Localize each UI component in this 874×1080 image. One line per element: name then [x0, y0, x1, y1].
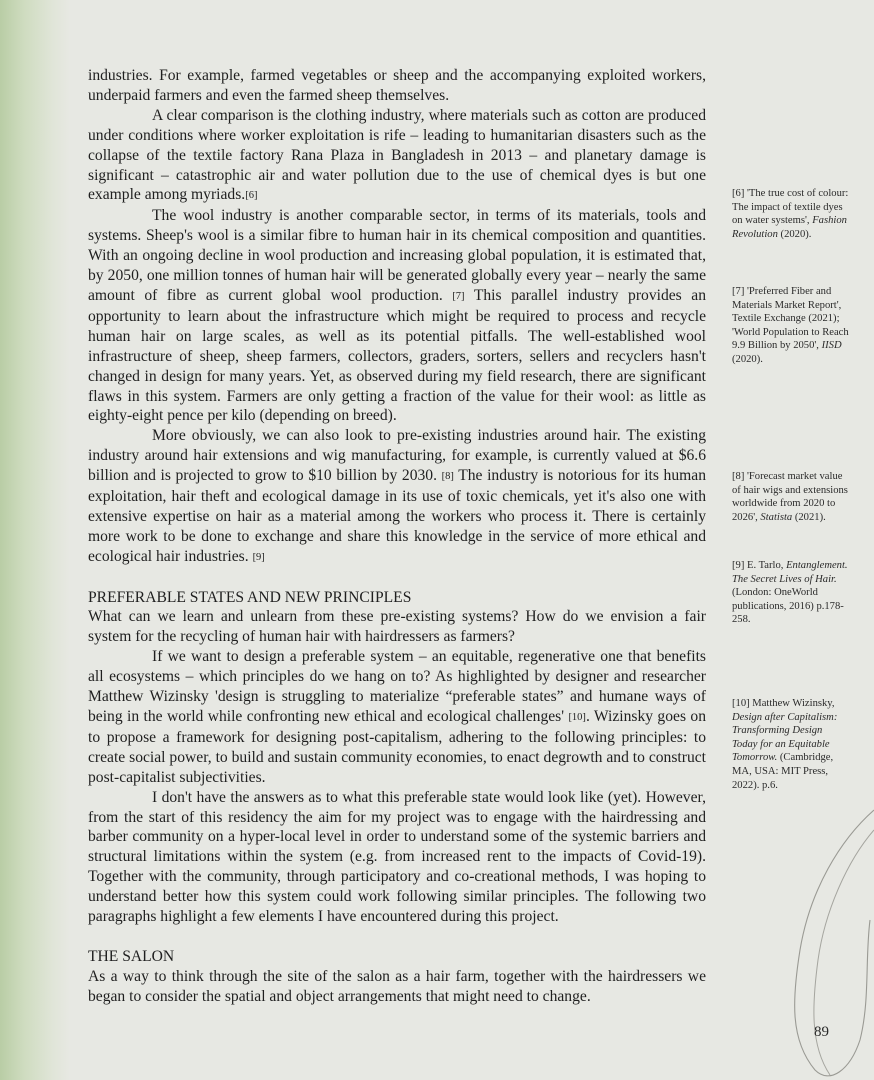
sidenote-italic: Statista	[760, 511, 793, 523]
paragraph-salon	[88, 967, 706, 1007]
sidenote-text: (2020).	[732, 353, 763, 365]
section-heading-salon: THE SALON	[88, 947, 175, 965]
sidenote-italic: Fashion Revolution	[732, 215, 847, 240]
paragraph-text: A clear comparison is the clothing industry, where materials such as cotton are produced under conditions where worker exploitation is rife – leading to humanitarian disasters such as the collapse of the textile factory Rana Plaza in Bangladesh in 2013 – and planetary damage is significant – catastrophic air and water pollution due to the use of chemical dyes is but one example among myriads.	[88, 106, 706, 204]
footnote-ref-9: [9]	[252, 551, 265, 563]
sidenote-text: [6] 'The true cost of colour: The impact of textile dyes on water systems',	[732, 188, 849, 227]
footnote-ref-10: [10]	[568, 711, 586, 723]
sidenote-text: [9] E. Tarlo,	[732, 560, 787, 571]
page-number: 89	[814, 1024, 829, 1040]
section-gap	[88, 927, 706, 947]
sidenote-text: (2020).	[777, 228, 812, 240]
paragraph-questions	[88, 607, 706, 647]
paragraph-text: More obviously, we can also look to pre-existing industries around hair. The existing industry around hair extensions and wig manufacturing, for example, is currently valued at $6.6 billion and is projected to grow to $10 billion by 2030.	[88, 427, 706, 485]
sidenote-italic: IISD	[821, 340, 842, 352]
sidenote-text: [8] 'Forecast market value of hair wigs and extensions worldwide from 2020 to 2026',	[732, 471, 848, 523]
section-gap	[88, 568, 706, 588]
paragraph-text: The industry is notorious for its human exploitation, hair theft and ecological damage in its use of toxic chemicals, yet it's also one with extensive expertise on hair as a material among the workers who process it. There is certainly more work to be done to exchange and share this knowledge in the service of more ethical and ecological hair industries.	[88, 467, 706, 565]
paragraph-text: industries. For example, farmed vegetables or sheep and the accompanying exploited workers, underpaid farmers and even the farmed sheep themselves.	[88, 67, 706, 104]
footnote-ref-8: [8]	[441, 471, 454, 483]
hair-curve-1	[795, 810, 874, 1076]
sidenote-italic: Design after Capitalism: Transforming Design Today for an Equitable Tomorrow.	[732, 711, 838, 764]
sidenote-text: (London: OneWorld publications, 2016) p.178-258.	[732, 587, 844, 626]
sidenote-italic: Entanglement. The Secret Lives of Hair.	[732, 560, 848, 585]
paragraph-text: The wool industry is another comparable sector, in terms of its materials, tools and systems. Sheep's wool is a similar fibre to human hair in its chemical composition and quantities. With an ongoing decline in wool production and increasing global population, it is estimated that, by 2050, one million tonnes of human hair will be generated globally every year – nearly the same amount of fibre as current global wool production.	[88, 207, 706, 304]
paragraph-hair-industry	[88, 426, 706, 567]
footnote-ref-7: [7]	[452, 290, 465, 302]
paragraph-principles	[88, 647, 706, 787]
paragraph-clothing	[88, 106, 706, 207]
paragraph-residency	[88, 788, 706, 927]
section-heading-preferable-states: PREFERABLE STATES AND NEW PRINCIPLES	[88, 588, 412, 606]
sidenote-9	[732, 559, 850, 627]
sidenote-text: [10] Matthew Wizinsky,	[732, 698, 835, 709]
sidenote-text: (2021).	[792, 511, 826, 523]
paragraph-text: What can we learn and unlearn from these pre-existing systems? How do we envision a fair system for the recycling of human hair with hairdressers as farmers?	[88, 608, 706, 646]
paragraph-text: This parallel industry provides an opportunity to learn about the infrastructure which might be required to process and recycle human hair on large scales, as well as its potential pitfalls. The well-established wool infrastructure of sheep, sheep farmers, collectors, graders, sorters, sellers and recyclers hasn't changed in design for many years. Yet, as observed during my field research, there are significant flaws in this system. Farmers are only getting a fraction of the value for their wool: as little as eighty-eight pence per kilo (depending on breed).	[88, 286, 707, 425]
main-text-column	[88, 66, 706, 1007]
paragraph-text: . Wizinsky goes on to propose a framework for designing post-capitalism, adhering to the following principles: to create social power, to build and sustain community economies, to enact degrowth and to construct post-capitalist subjectivities.	[88, 707, 706, 786]
sidenote-text: (Cambridge, MA, USA: MIT Press, 2022). p.6.	[732, 752, 834, 791]
footnote-ref-6: [6]	[245, 190, 258, 202]
paragraph-wool	[88, 206, 706, 426]
paragraph-text: As a way to think through the site of the salon as a hair farm, together with the hairdressers we began to consider the spatial and object arrangements that might need to change.	[88, 967, 706, 1005]
sidenote-10	[732, 697, 850, 792]
sidenote-8	[732, 470, 850, 524]
sidenote-7	[732, 285, 850, 367]
sidenote-6	[732, 187, 850, 241]
sidenote-text: [7] 'Preferred Fiber and Materials Market Report', Textile Exchange (2021); 'World Population to Reach 9.9 Billion by 2050',	[732, 286, 849, 352]
paragraph-text: If we want to design a preferable system – an equitable, regenerative one that benefits all ecosystems – which principles do we hang on to? As highlighted by designer and researcher Matthew Wizinsky 'design is struggling to materialize “preferable states” and humane ways of being in the world while confronting new ethical and ecological challenges'	[88, 648, 706, 725]
paragraph-intro	[88, 66, 706, 106]
paragraph-text: I don't have the answers as to what this preferable state would look like (yet). However, from the start of this residency the aim for my project was to engage with the hairdressing and barber community on a hyper-local level in order to understand some of the systemic barriers and structural limitations within the system (e.g. from increased rent to the impacts of Covid-19). Together with the community, through participatory and co-creational methods, I was hoping to understand better how this system could work following similar principles. The following two paragraphs highlight a few elements I have encountered during this project.	[88, 788, 706, 926]
page-spine-gradient	[0, 0, 70, 1080]
